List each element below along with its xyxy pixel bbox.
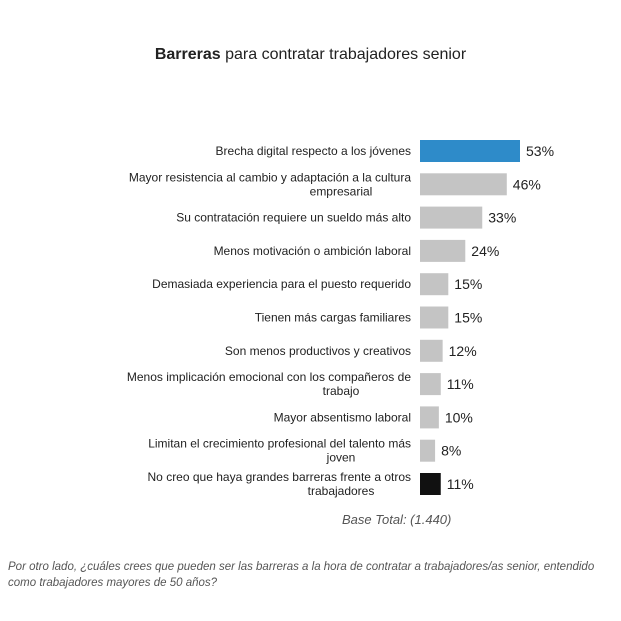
bar-8 <box>420 406 439 428</box>
footnote: Por otro lado, ¿cuáles crees que pueden ser las barreras a la hora de contratar a trabajadores/as senior, entendido como trabajadores mayores de 50 años? <box>8 561 595 589</box>
bar-0 <box>420 140 520 162</box>
category-label-8-line-0: Mayor absentismo laboral <box>273 410 411 425</box>
category-label-1-line-0: Mayor resistencia al cambio y adaptación a la cultura <box>128 170 411 185</box>
chart-title-rest: para contratar trabajadores senior <box>220 46 467 63</box>
value-label-7: 11% <box>446 376 474 393</box>
value-label-10: 11% <box>446 476 474 492</box>
value-label-0: 53% <box>526 143 555 159</box>
category-label-9-line-0: Limitan el crecimiento profesional del talento más <box>148 436 411 451</box>
bar-3 <box>420 240 465 262</box>
category-label-5-line-0: Tienen más cargas familiares <box>254 310 411 325</box>
value-label-4: 15% <box>454 276 483 293</box>
category-label-3-line-0: Menos motivación o ambición laboral <box>213 243 411 258</box>
value-label-6: 12% <box>448 342 477 359</box>
value-label-8: 10% <box>444 409 473 426</box>
category-label-10-line-0: No creo que haya grandes barreras frente a otros <box>147 470 411 484</box>
bar-2 <box>420 207 482 229</box>
value-label-5: 15% <box>454 309 483 326</box>
category-label-10-line-1: trabajadores <box>307 484 375 498</box>
category-label-1-line-1: empresarial <box>309 184 373 199</box>
value-label-2: 33% <box>488 209 517 226</box>
value-label-1: 46% <box>512 176 541 193</box>
category-label-7-line-0: Menos implicación emocional con los compañeros de <box>126 370 411 385</box>
bar-4 <box>420 273 448 295</box>
value-label-3: 24% <box>471 242 500 259</box>
category-label-4-line-0: Demasiada experiencia para el puesto requerido <box>152 277 411 292</box>
bar-7 <box>420 373 441 395</box>
bar-6 <box>420 340 443 362</box>
category-label-6-line-0: Son menos productivos y creativos <box>224 343 411 358</box>
value-label-9: 8% <box>441 442 462 459</box>
base-total: Base Total: (1.440) <box>342 512 452 527</box>
category-label-2-line-0: Su contratación requiere un sueldo más alto <box>176 210 411 225</box>
bar-1 <box>420 173 507 195</box>
bar-5 <box>420 307 448 329</box>
category-label-7-line-1: trabajo <box>322 384 360 399</box>
category-label-0-line-0: Brecha digital respecto a los jóvenes <box>215 144 411 158</box>
chart-title-bold: Barreras <box>154 46 221 63</box>
bar-9 <box>420 440 435 462</box>
bar-10 <box>420 473 441 495</box>
category-label-9-line-1: joven <box>326 450 356 465</box>
